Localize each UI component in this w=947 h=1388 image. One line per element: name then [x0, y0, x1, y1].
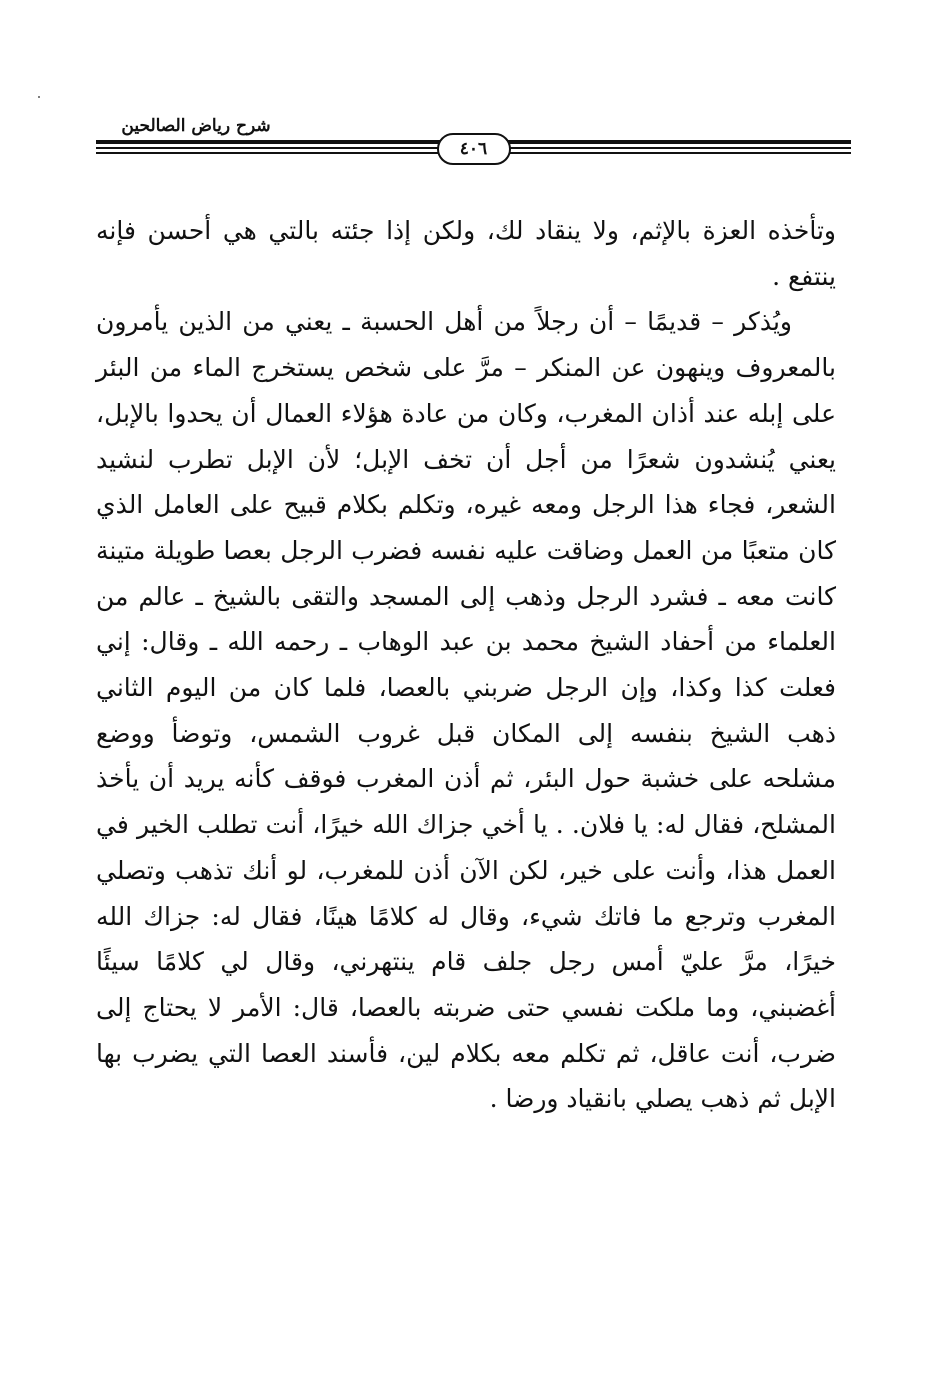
- page-number: ٤٠٦: [437, 133, 511, 165]
- paragraph: ويُذكر – قديمًا – أن رجلاً من أهل الحسبة ـ يعني من الذين يأمرون بالمعروف وينهون عن المنكر – مرَّ على شخص يستخرج الماء من البئر على إبله عند أذان المغرب، وكان من عادة هؤلاء العمال أن يحدوا بالإبل، يعني يُنشدون شعرًا من أجل أن تخف الإبل؛ لأن الإبل تطرب لنشيد الشعر، فجاء هذا الرجل ومعه غيره، وتكلم بكلام قبيح على العامل الذي كان متعبًا من العمل وضاقت عليه نفسه فضرب الرجل بعصا طويلة متينة كانت معه ـ فشرد الرجل وذهب إلى المسجد والتقى بالشيخ ـ عالم من العلماء من أحفاد الشيخ محمد بن عبد الوهاب ـ رحمه الله ـ وقال: إني فعلت كذا وكذا، وإن الرجل ضربني بالعصا، فلما كان من اليوم الثاني ذهب الشيخ بنفسه إلى المكان قبل غروب الشمس، وتوضأ ووضع مشلحه على خشبة حول البئر، ثم أذن المغرب فوقف كأنه يريد أن يأخذ المشلح، فقال له: يا فلان. . يا أخي جزاك الله خيرًا، أنت تطلب الخير في العمل هذا، وأنت على خير، لكن الآن أذن للمغرب، لو أنك تذهب وتصلي المغرب وترجع ما فاتك شيء، وقال له كلامًا هينًا، فقال له: جزاك الله خيرًا، مرَّ عليّ أمس رجل جلف قام ينتهرني، وقال لي كلامًا سيئًا أغضبني، وما ملكت نفسي حتى ضربته بالعصا، قال: الأمر لا يحتاج إلى ضرب، أنت عاقل، ثم تكلم معه بكلام لين، فأسند العصا التي يضرب بها الإبل ثم ذهب يصلي بانقياد ورضا .: [96, 307, 836, 1114]
- book-title: شرح رياض الصالحين: [121, 116, 271, 136]
- paragraph: وتأخذه العزة بالإثم، ولا ينقاد لك، ولكن إذا جئته بالتي هي أحسن فإنه ينتفع .: [96, 216, 836, 291]
- body-text: [96, 208, 836, 1122]
- scan-speck: [38, 96, 40, 98]
